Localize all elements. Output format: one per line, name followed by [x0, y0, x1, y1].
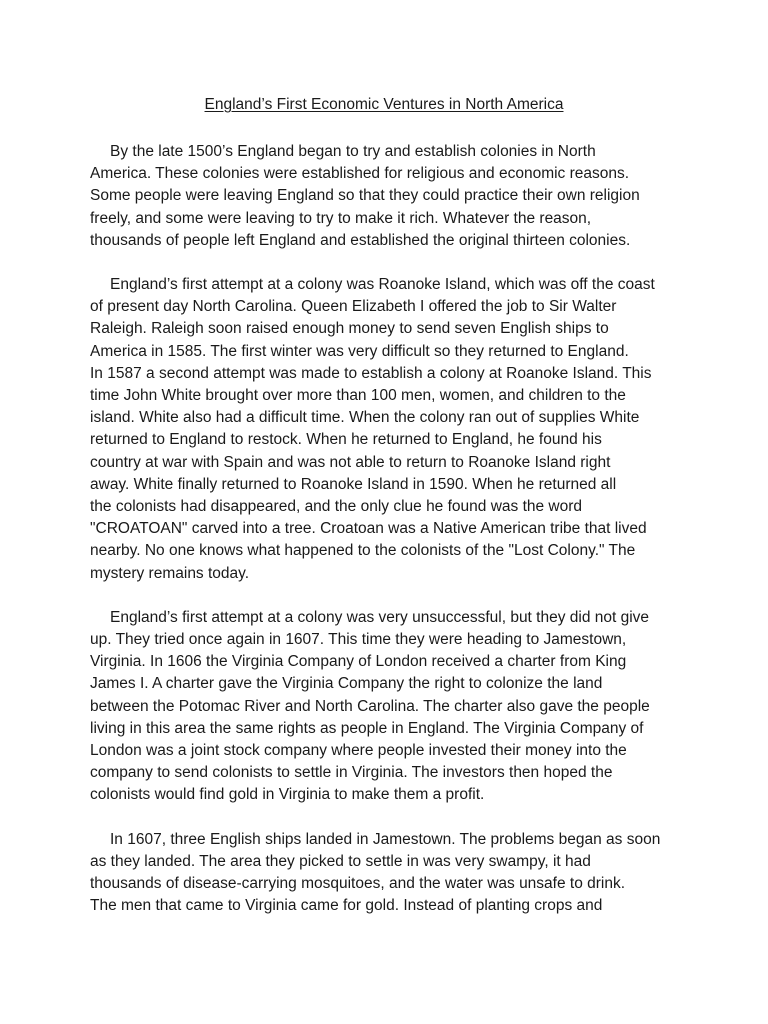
text-line: time John White brought over more than 100 men, women, and children to the [90, 387, 626, 405]
paragraph-1 [90, 141, 690, 252]
text-line: Virginia. In 1606 the Virginia Company of London received a charter from King [90, 653, 627, 671]
paragraph-3 [90, 607, 690, 807]
text-line: By the late 1500’s England began to try and establish colonies in North [110, 143, 596, 160]
text-line: island. White also had a difficult time. When the colony ran out of supplies White [90, 409, 640, 427]
text-line: of present day North Carolina. Queen Elizabeth I offered the job to Sir Walter [90, 298, 617, 316]
text-line: London was a joint stock company where people invested their money into the [90, 742, 627, 760]
text-line: country at war with Spain and was not able to return to Roanoke Island right [90, 453, 611, 471]
paragraph-2 [90, 274, 690, 585]
text-line: between the Potomac River and North Carolina. The charter also gave the people [90, 697, 650, 715]
text-line: In 1607, three English ships landed in Jamestown. The problems began as soon [110, 830, 661, 848]
text-line: In 1587 a second attempt was made to establish a colony at Roanoke Island. This [90, 364, 652, 382]
document-title: England’s First Economic Ventures in North America [204, 96, 564, 113]
text-line: company to send colonists to settle in Virginia. The investors then hoped the [90, 764, 613, 782]
text-line: The men that came to Virginia came for gold. Instead of planting crops and [90, 897, 603, 915]
text-line: the colonists had disappeared, and the only clue he found was the word [90, 498, 583, 516]
text-line: America. These colonies were established for religious and economic reasons. [90, 165, 630, 183]
text-line: as they landed. The area they picked to settle in was very swampy, it had [90, 852, 591, 870]
text-line: "CROATOAN" carved into a tree. Croatoan was a Native American tribe that lived [90, 520, 647, 538]
text-line: away. White finally returned to Roanoke Island in 1590. When he returned all [90, 475, 617, 493]
text-line: Raleigh. Raleigh soon raised enough money to send seven English ships to [90, 320, 609, 338]
text-line: America in 1585. The first winter was very difficult so they returned to England. [90, 342, 629, 360]
text-line: Some people were leaving England so that they could practice their own religion [90, 187, 640, 205]
text-line: up. They tried once again in 1607. This time they were heading to Jamestown, [90, 631, 627, 649]
text-line: nearby. No one knows what happened to the colonists of the "Lost Colony." The [90, 542, 636, 560]
document-body [90, 141, 690, 940]
text-line: freely, and some were leaving to try to make it rich. Whatever the reason, [90, 209, 592, 227]
text-line: England’s first attempt at a colony was very unsuccessful, but they did not give [110, 608, 650, 626]
text-line: colonists would find gold in Virginia to make them a profit. [90, 786, 485, 804]
text-line: living in this area the same rights as people in England. The Virginia Company of [90, 719, 644, 737]
text-line: England’s first attempt at a colony was Roanoke Island, which was off the coast [110, 276, 655, 294]
text-line: James I. A charter gave the Virginia Company the right to colonize the land [90, 675, 603, 693]
text-line: mystery remains today. [90, 564, 250, 582]
text-line: returned to England to restock. When he returned to England, he found his [90, 431, 602, 449]
paragraph-4 [90, 829, 690, 918]
text-line: thousands of disease-carrying mosquitoes, and the water was unsafe to drink. [90, 875, 626, 893]
text-line: thousands of people left England and established the original thirteen colonies. [90, 231, 631, 249]
